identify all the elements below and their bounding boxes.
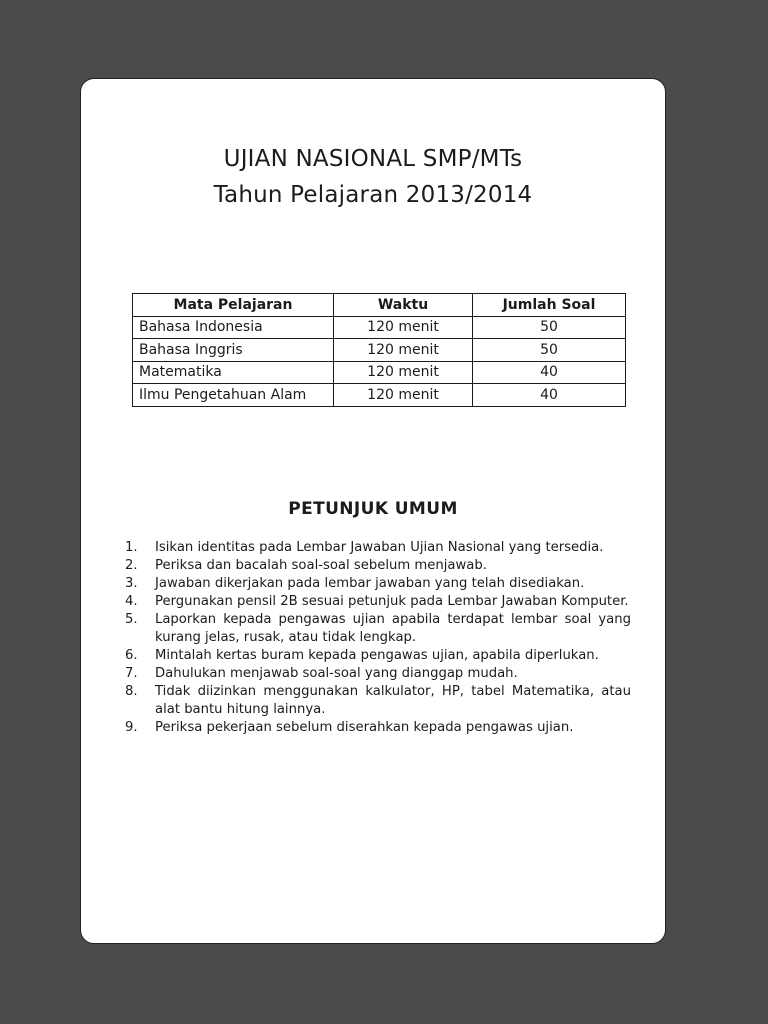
subjects-table	[132, 293, 626, 407]
item-number: 6.	[125, 648, 138, 663]
cell-subject: Bahasa Inggris	[133, 339, 334, 362]
list-item	[123, 665, 631, 683]
list-item	[123, 557, 631, 575]
item-text: Isikan identitas pada Lembar Jawaban Ujian Nasional yang tersedia.	[155, 540, 604, 555]
item-number: 1.	[125, 540, 138, 555]
item-text: Jawaban dikerjakan pada lembar jawaban yang telah disediakan.	[155, 576, 585, 591]
item-text: Periksa pekerjaan sebelum diserahkan kepada pengawas ujian.	[155, 720, 574, 735]
cell-count: 50	[473, 339, 626, 362]
table-row	[133, 339, 626, 362]
cell-count: 50	[473, 316, 626, 339]
cell-time: 120 menit	[334, 316, 473, 339]
list-item	[123, 647, 631, 665]
list-item	[123, 611, 631, 647]
title-line-2: Tahun Pelajaran 2013/2014	[213, 182, 533, 208]
item-number: 9.	[125, 720, 138, 735]
cell-count: 40	[473, 361, 626, 384]
title-line-1: UJIAN NASIONAL SMP/MTs	[223, 146, 523, 172]
cell-subject: Matematika	[133, 361, 334, 384]
instructions-heading: PETUNJUK UMUM	[288, 499, 458, 519]
table-row	[133, 384, 626, 407]
table-row	[133, 361, 626, 384]
item-text: Mintalah kertas buram kepada pengawas ujian, apabila diperlukan.	[155, 648, 599, 663]
list-item	[123, 593, 631, 611]
cell-subject: Bahasa Indonesia	[133, 316, 334, 339]
column-header-subject: Mata Pelajaran	[133, 294, 334, 317]
list-item	[123, 539, 631, 557]
list-item	[123, 719, 631, 737]
table-header-row	[133, 294, 626, 317]
item-text: Pergunakan pensil 2B sesuai petunjuk pada Lembar Jawaban Komputer.	[155, 594, 629, 609]
item-number: 3.	[125, 576, 138, 591]
item-number: 4.	[125, 594, 138, 609]
item-number: 8.	[125, 684, 138, 699]
item-number: 7.	[125, 666, 138, 681]
document-page	[80, 78, 666, 944]
list-item	[123, 575, 631, 593]
item-text: Periksa dan bacalah soal-soal sebelum menjawab.	[155, 558, 487, 573]
item-text: Tidak diizinkan menggunakan kalkulator, HP, tabel Matematika, atau alat bantu hitung lainnya.	[155, 684, 631, 717]
item-text: Dahulukan menjawab soal-soal yang dianggap mudah.	[155, 666, 518, 681]
item-number: 5.	[125, 612, 138, 627]
column-header-count: Jumlah Soal	[473, 294, 626, 317]
column-header-time: Waktu	[334, 294, 473, 317]
table-row	[133, 316, 626, 339]
cell-time: 120 menit	[334, 384, 473, 407]
cell-time: 120 menit	[334, 339, 473, 362]
item-text: Laporkan kepada pengawas ujian apabila terdapat lembar soal yang kurang jelas, rusak, atau tidak lengkap.	[155, 612, 631, 645]
cell-time: 120 menit	[334, 361, 473, 384]
list-item	[123, 683, 631, 719]
instructions-list	[123, 539, 631, 737]
item-number: 2.	[125, 558, 138, 573]
document-title	[81, 141, 665, 213]
cell-subject: Ilmu Pengetahuan Alam	[133, 384, 334, 407]
cell-count: 40	[473, 384, 626, 407]
